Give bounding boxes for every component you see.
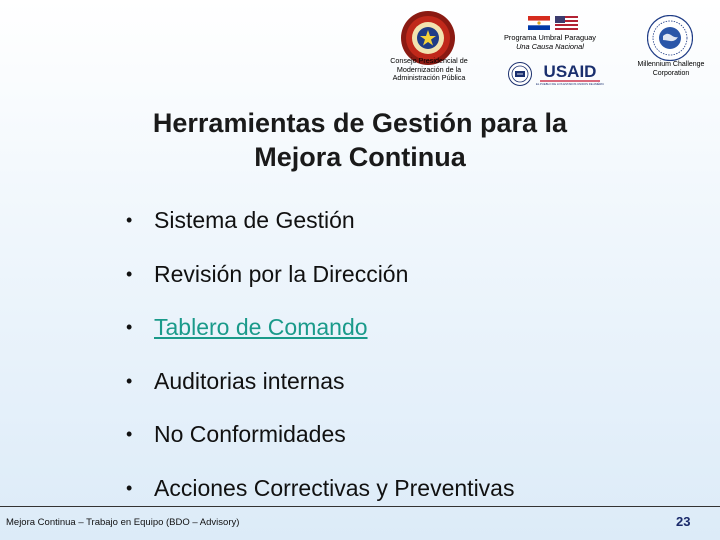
program-tagline: Una Causa Nacional bbox=[516, 42, 584, 51]
bullet-text: Acciones Correctivas y Preventivas bbox=[154, 474, 515, 501]
slide-title bbox=[60, 106, 660, 174]
mcc-name: Millennium Challenge Corporation bbox=[637, 61, 705, 77]
footer-caption: Mejora Continua – Trabajo en Equipo (BDO – Advisory) bbox=[6, 517, 240, 528]
council-name: Consejo Presidencial de Modernización de la Administración Pública bbox=[390, 56, 468, 83]
svg-text:DEL PUEBLO DE LOS ESTADOS UNID: DEL PUEBLO DE LOS ESTADOS UNIDOS DE AMÉRICA bbox=[536, 82, 604, 86]
bullet-item-tablero bbox=[126, 312, 686, 366]
us-flag-icon bbox=[555, 16, 578, 30]
program-title: Programa Umbral Paraguay bbox=[503, 33, 596, 42]
mcc-seal-icon bbox=[647, 15, 693, 61]
bullet-icon: • bbox=[126, 210, 133, 230]
program-flags bbox=[528, 16, 578, 30]
usaid-logo bbox=[536, 60, 604, 88]
page-number: 23 bbox=[676, 514, 691, 529]
slide-title-line-1: Herramientas de Gestión para la bbox=[152, 108, 568, 138]
bullet-icon: • bbox=[126, 263, 133, 284]
bullet-item-auditorias bbox=[126, 366, 686, 420]
tablero-de-comando-link[interactable]: Tablero de Comando bbox=[154, 314, 368, 340]
bullet-text: No Conformidades bbox=[154, 421, 346, 447]
bullet-icon: • bbox=[126, 477, 133, 498]
bullet-item-sistema bbox=[126, 205, 686, 259]
bullet-icon: • bbox=[126, 370, 133, 391]
bullet-text: Sistema de Gestión bbox=[154, 207, 355, 233]
bullet-item-no-conformidades bbox=[126, 419, 686, 473]
footer-divider bbox=[0, 506, 720, 507]
slide-title-line-2: Mejora Continua bbox=[254, 142, 466, 172]
program-label bbox=[480, 33, 620, 51]
paraguay-flag-icon bbox=[528, 16, 550, 30]
bullet-item-revision bbox=[126, 259, 686, 313]
bullet-text: Auditorias internas bbox=[154, 367, 345, 394]
usaid-seal-icon bbox=[508, 62, 532, 86]
bullet-icon: • bbox=[126, 424, 133, 444]
bullet-icon: • bbox=[126, 317, 133, 337]
svg-text:USAID: USAID bbox=[543, 62, 597, 81]
bullet-text: Revisión por la Dirección bbox=[154, 260, 409, 287]
bullet-list bbox=[126, 205, 686, 526]
